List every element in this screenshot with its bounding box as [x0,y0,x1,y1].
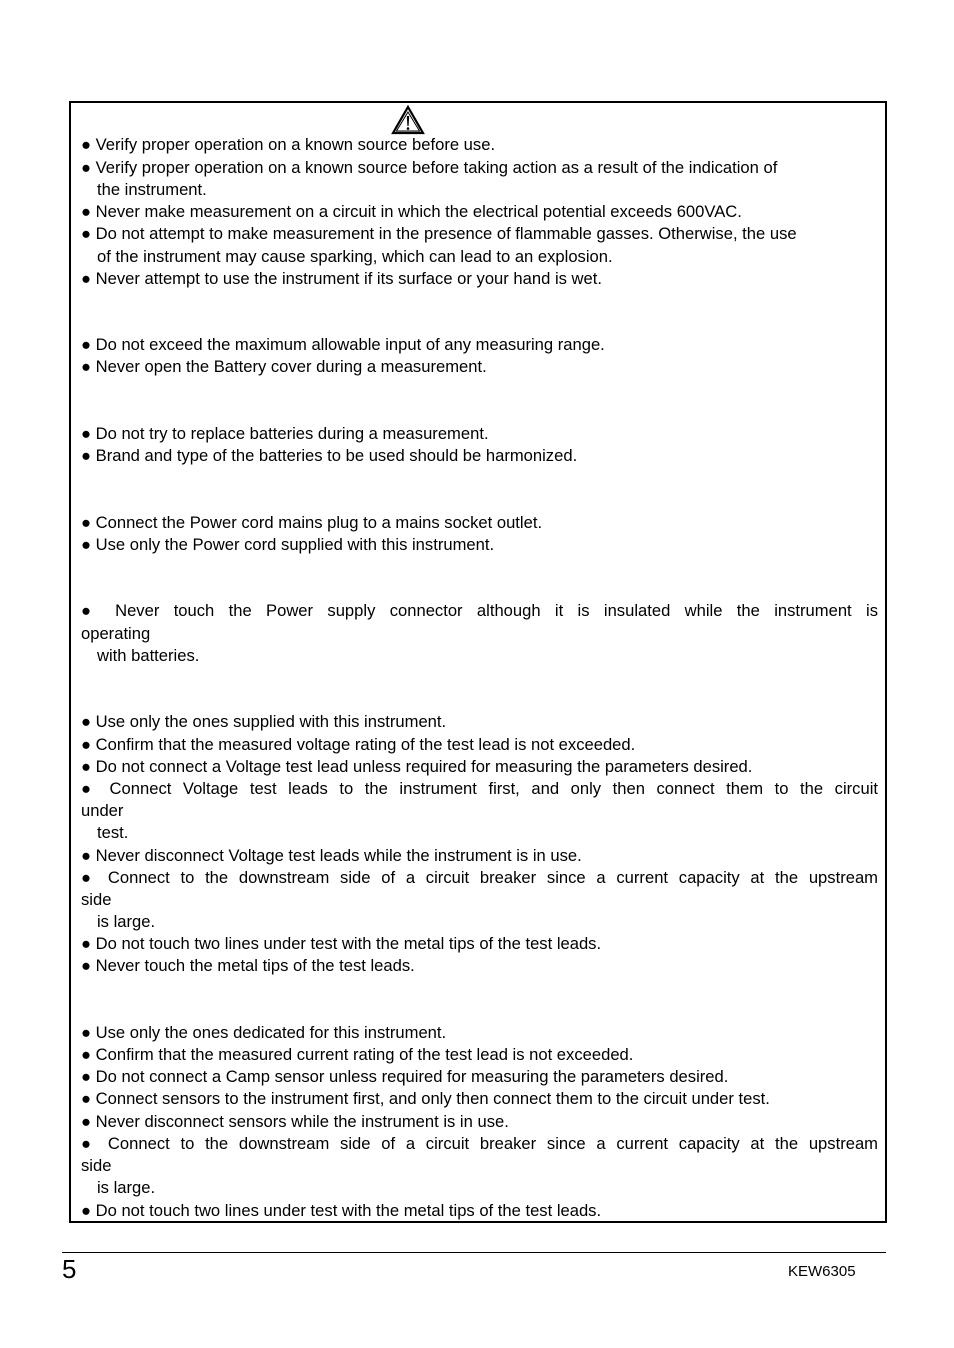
warning-line-continuation: is large. [97,912,156,931]
warning-item: ● Do not exceed the maximum allowable input of any measuring range. [81,335,605,354]
footer-rule [62,1252,886,1253]
warning-item: ● Never disconnect sensors while the instrument is in use. [81,1112,509,1131]
warning-item: ● Do not connect a Camp sensor unless required for measuring the parameters desired. [81,1067,729,1086]
warning-item: ● Do not try to replace batteries during a measurement. [81,424,489,443]
warning-item: side [81,1156,112,1175]
warning-item: ● Do not touch two lines under test with the metal tips of the test leads. [81,934,602,953]
warning-item: ● Use only the ones dedicated for this instrument. [81,1023,447,1042]
warning-item: ● Never open the Battery cover during a measurement. [81,357,487,376]
warning-item: ● Never touch the Power supply connector although it is insulated while the instrument is [81,601,878,620]
warning-line-continuation: with batteries. [97,646,200,665]
warning-box [69,101,887,1223]
warning-item: ● Do not attempt to make measurement in the presence of flammable gasses. Otherwise, the use [81,224,797,243]
warning-line-continuation: of the instrument may cause sparking, which can lead to an explosion. [97,247,613,266]
page-number: 5 [62,1254,77,1284]
warning-item: under [81,801,124,820]
warning-item: ● Confirm that the measured voltage rating of the test lead is not exceeded. [81,735,636,754]
warning-item: ● Connect the Power cord mains plug to a mains socket outlet. [81,513,543,532]
warning-item: ● Use only the ones supplied with this instrument. [81,712,447,731]
warning-item: ● Use only the Power cord supplied with this instrument. [81,535,495,554]
warning-triangle-icon [391,104,425,136]
warning-item: ● Never make measurement on a circuit in which the electrical potential exceeds 600VAC. [81,202,742,221]
warning-item: ● Verify proper operation on a known source before use. [81,135,496,154]
warning-item: ● Connect to the downstream side of a circuit breaker since a current capacity at the upstream [81,1134,878,1153]
warning-line-continuation: test. [97,823,129,842]
warning-item: ● Never disconnect Voltage test leads while the instrument is in use. [81,846,582,865]
warning-item: ● Brand and type of the batteries to be used should be harmonized. [81,446,578,465]
warning-line-continuation: the instrument. [97,180,207,199]
warning-item: ● Connect to the downstream side of a circuit breaker since a current capacity at the upstream [81,868,878,887]
warning-item: ● Do not connect a Voltage test lead unless required for measuring the parameters desired. [81,757,753,776]
warning-item: ● Connect Voltage test leads to the instrument first, and only then connect them to the circuit [81,779,878,798]
warning-line-continuation: is large. [97,1178,156,1197]
warning-item: ● Connect sensors to the instrument first, and only then connect them to the circuit under test. [81,1089,770,1108]
warning-item: operating [81,624,151,643]
warning-item: ● Never touch the metal tips of the test leads. [81,956,415,975]
warning-item: ● Never attempt to use the instrument if its surface or your hand is wet. [81,269,602,288]
warning-item: ● Confirm that the measured current rating of the test lead is not exceeded. [81,1045,634,1064]
warning-item: ● Verify proper operation on a known source before taking action as a result of the indication of [81,158,778,177]
warning-item: side [81,890,112,909]
warning-item: ● Do not touch two lines under test with the metal tips of the test leads. [81,1201,602,1220]
model-name: KEW6305 [788,1263,856,1280]
